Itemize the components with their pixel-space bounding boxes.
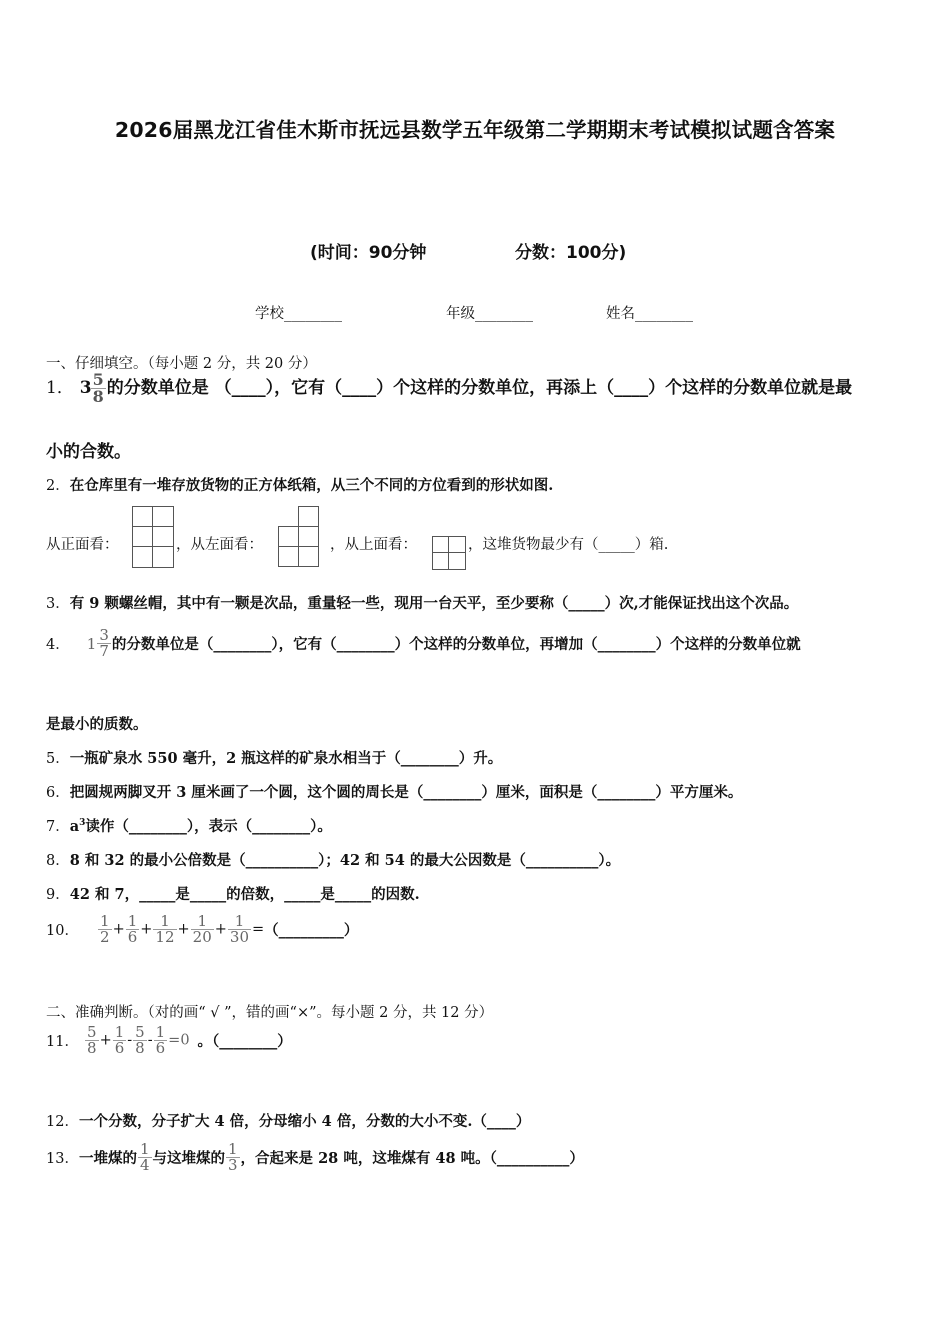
fraction: $\frac{1}{6}$	[114, 1023, 125, 1057]
question-text: 42 和 7，_____是_____的倍数，_____是_____的因数.	[69, 886, 420, 903]
equals-zero: =0	[168, 1032, 190, 1049]
fraction: $\frac{1}{2}$	[100, 912, 110, 946]
label-top-view: ，从上面看：	[330, 537, 417, 553]
question-number: 9．	[46, 887, 70, 903]
power-base: a	[69, 818, 80, 835]
operator: -	[127, 1032, 133, 1049]
question-text: 把圆规两脚叉开 3 厘米画了一个圆，这个圆的周长是（________）厘米，面积是（________）平方厘米。	[69, 784, 743, 801]
question-2	[46, 474, 553, 495]
question-text: ，合起来是 28 吨，这堆煤有 48 吨。（__________）	[240, 1150, 584, 1167]
answer-blank: （_________）	[264, 922, 359, 939]
page-title: 2026届黑龙江省佳木斯市抚远县数学五年级第二学期期末考试模拟试题含答案	[114, 118, 836, 142]
left-view-figure	[278, 506, 318, 566]
question-text: 。（________）	[197, 1033, 292, 1050]
question-1	[46, 372, 852, 405]
section-2-heading: 二、准确判断。（对的画“ √ ”，错的画“×”。每小题 2 分，共 12 分）	[46, 1005, 494, 1021]
question-13	[46, 1142, 584, 1173]
question-number: 2．	[46, 478, 70, 494]
question-text: 一个分数，分子扩大 4 倍，分母缩小 4 倍，分数的大小不变.（____）	[78, 1113, 531, 1130]
equals-sign: =	[252, 921, 265, 938]
question-number: 6．	[46, 785, 70, 801]
grade-field: 年级________	[446, 306, 533, 322]
school-field: 学校________	[255, 306, 342, 322]
question-number: 5．	[46, 751, 70, 767]
operator: -	[147, 1032, 153, 1049]
question-number: 10．	[46, 923, 79, 939]
question-number: 13．	[46, 1151, 79, 1167]
mixed-whole: 1	[86, 634, 97, 653]
fraction: $\frac{5}{8}$	[135, 1023, 145, 1057]
label-left-view: ，从左面看：	[176, 537, 263, 553]
question-4	[46, 628, 801, 659]
plus-sign: +	[177, 921, 190, 938]
mixed-whole: 3	[79, 378, 92, 398]
question-number: 12．	[46, 1114, 79, 1130]
question-8	[46, 849, 620, 870]
fraction: $\frac{1}{12}$	[155, 912, 175, 946]
question-number: 8．	[46, 853, 70, 869]
question-number: 1．	[46, 378, 74, 398]
question-2-end: ，这堆货物最少有（_____）箱.	[468, 537, 669, 553]
operator: +	[99, 1032, 112, 1049]
fraction: $\frac{1}{3}$	[228, 1140, 238, 1174]
exam-score: 分数：100分)	[515, 243, 627, 263]
section-1-heading: 一、仔细填空。（每小题 2 分，共 20 分）	[46, 356, 317, 372]
question-6	[46, 781, 742, 802]
question-text: 与这堆煤的	[152, 1150, 225, 1167]
fraction: $\frac{1}{30}$	[229, 912, 250, 946]
name-field: 姓名________	[606, 306, 693, 322]
question-10	[46, 914, 358, 945]
plus-sign: +	[112, 921, 125, 938]
question-4-cont: 是最小的质数。	[46, 716, 148, 733]
label-front-view: 从正面看：	[46, 537, 119, 553]
fraction: $\frac{1}{6}$	[155, 1023, 166, 1057]
plus-sign: +	[214, 921, 227, 938]
fraction: $\frac{3}{7}$	[99, 626, 109, 660]
fraction: $\frac{1}{4}$	[139, 1140, 150, 1174]
exam-time: (时间：90分钟	[310, 243, 427, 263]
question-text: 有 9 颗螺丝帽，其中有一颗是次品，重量轻一些，现用一台天平，至少要称（_____）次,才能保证找出这个次品。	[69, 595, 799, 612]
fraction: $\frac{1}{20}$	[192, 912, 212, 946]
question-text: 的分数单位是 （____），它有（____）个这样的分数单位，再添上（____）个这样的分数单位就是最	[106, 378, 853, 398]
fraction: $\frac{5}{8}$	[92, 370, 104, 406]
question-number: 11．	[46, 1034, 79, 1050]
question-1-cont: 小的合数。	[46, 442, 131, 462]
question-number: 7．	[46, 819, 70, 835]
question-7	[46, 815, 332, 836]
fraction: $\frac{5}{8}$	[87, 1023, 97, 1057]
question-text: 8 和 32 的最小公倍数是（__________）；42 和 54 的最大公因数是（__________）。	[69, 852, 621, 869]
question-text: 在仓库里有一堆存放货物的正方体纸箱，从三个不同的方位看到的形状如图.	[69, 477, 554, 494]
question-number: 3．	[46, 596, 70, 612]
question-text: 一瓶矿泉水 550 毫升，2 瓶这样的矿泉水相当于（________）升。	[69, 750, 503, 767]
question-12	[46, 1110, 530, 1131]
question-text: 的分数单位是（________），它有（________）个这样的分数单位，再增加（________）个这样的分数单位就	[111, 636, 801, 653]
fraction: $\frac{1}{6}$	[127, 912, 138, 946]
question-5	[46, 747, 502, 768]
question-text: 一堆煤的	[78, 1150, 137, 1167]
question-9	[46, 883, 420, 904]
question-3	[46, 592, 798, 613]
question-11	[46, 1025, 292, 1056]
front-view-figure	[132, 506, 174, 568]
top-view-figure	[432, 536, 466, 570]
power-exponent: 3	[79, 818, 86, 829]
plus-sign: +	[140, 921, 153, 938]
question-text: 读作（________），表示（________）。	[85, 818, 332, 835]
question-number: 4．	[46, 637, 70, 653]
